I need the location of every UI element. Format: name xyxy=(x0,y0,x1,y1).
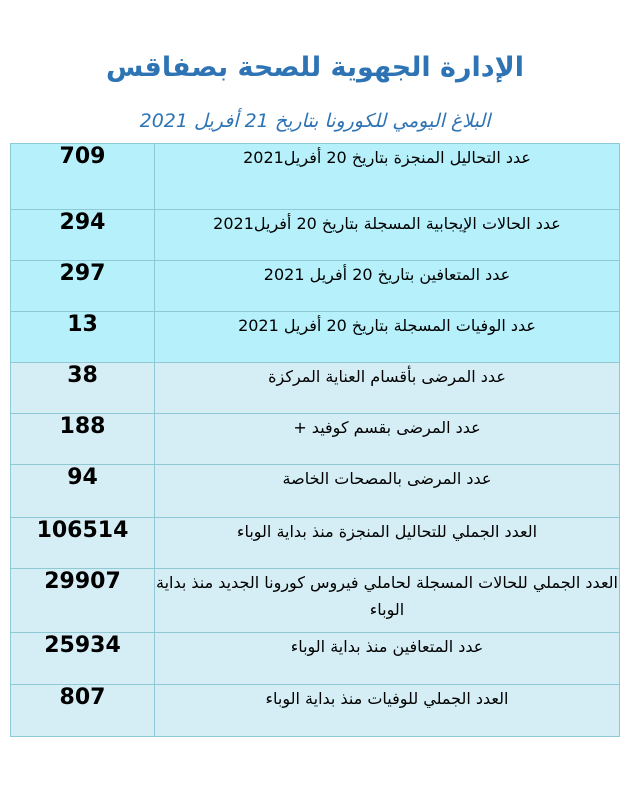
statistics-table xyxy=(10,143,620,737)
table-row xyxy=(11,569,620,633)
stat-label: العدد الجملي للوفيات منذ بداية الوباء xyxy=(155,685,620,737)
table-row xyxy=(11,414,620,465)
stat-label: عدد المرضى بأقسام العناية المركزة xyxy=(155,363,620,414)
page-subtitle: البلاغ اليومي للكورونا بتاريخ 21 أفريل 2021 xyxy=(139,110,491,132)
table-row xyxy=(11,633,620,685)
page-title: الإدارة الجهوية للصحة بصفاقس xyxy=(105,52,525,83)
table-row xyxy=(11,312,620,363)
table-row xyxy=(11,363,620,414)
stat-value: 188 xyxy=(11,414,155,465)
table-row xyxy=(11,518,620,569)
table-row xyxy=(11,465,620,518)
stat-label: عدد المتعافين بتاريخ 20 أفريل 2021 xyxy=(155,261,620,312)
stat-value: 709 xyxy=(11,144,155,210)
table-row xyxy=(11,144,620,210)
stat-value: 13 xyxy=(11,312,155,363)
stat-label: عدد المرضى بقسم كوفيد + xyxy=(155,414,620,465)
stat-label: العدد الجملي للتحاليل المنجزة منذ بداية الوباء xyxy=(155,518,620,569)
stat-label: عدد المرضى بالمصحات الخاصة xyxy=(155,465,620,518)
stat-value: 294 xyxy=(11,210,155,261)
stat-label: عدد الوفيات المسجلة بتاريخ 20 أفريل 2021 xyxy=(155,312,620,363)
stat-label: العدد الجملي للحالات المسجلة لحاملي فيروس كورونا الجديد منذ بداية الوباء xyxy=(155,569,620,633)
stat-value: 25934 xyxy=(11,633,155,685)
stat-label: عدد المتعافين منذ بداية الوباء xyxy=(155,633,620,685)
table-row xyxy=(11,210,620,261)
stat-value: 94 xyxy=(11,465,155,518)
stat-value: 38 xyxy=(11,363,155,414)
stat-value: 807 xyxy=(11,685,155,737)
stat-value: 29907 xyxy=(11,569,155,633)
table-row xyxy=(11,685,620,737)
stat-label: عدد التحاليل المنجزة بتاريخ 20 أفريل2021 xyxy=(155,144,620,210)
stat-value: 106514 xyxy=(11,518,155,569)
stat-value: 297 xyxy=(11,261,155,312)
table-row xyxy=(11,261,620,312)
stat-label: عدد الحالات الإيجابية المسجلة بتاريخ 20 أفريل2021 xyxy=(155,210,620,261)
